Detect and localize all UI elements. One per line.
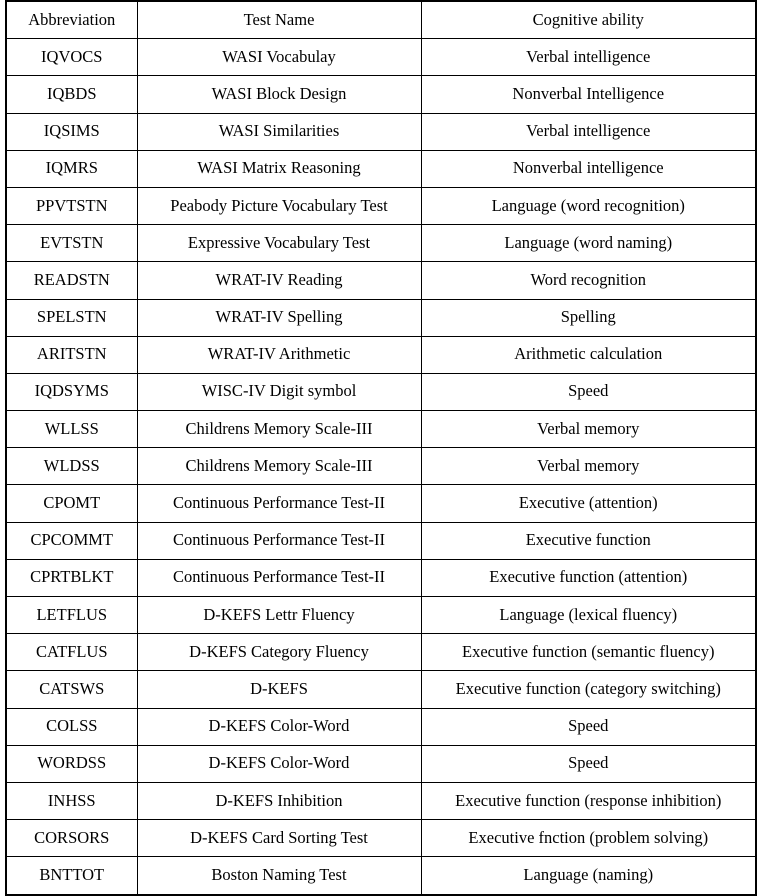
cell-test-name: Expressive Vocabulary Test [137,225,421,262]
cell-test-name: WRAT-IV Arithmetic [137,336,421,373]
table-row [6,225,756,262]
table-row [6,299,756,336]
cell-cognitive-ability: Speed [421,708,756,745]
cell-cognitive-ability: Word recognition [421,262,756,299]
cell-test-name: D-KEFS Inhibition [137,782,421,819]
cell-cognitive-ability: Executive fnction (problem solving) [421,820,756,857]
cell-cognitive-ability: Executive (attention) [421,485,756,522]
table-row [6,820,756,857]
table-row [6,634,756,671]
table-row [6,522,756,559]
cell-test-name: WISC-IV Digit symbol [137,373,421,410]
cell-abbreviation: BNTTOT [6,857,137,895]
table-row [6,857,756,895]
cell-abbreviation: CPCOMMT [6,522,137,559]
cell-cognitive-ability: Language (word recognition) [421,187,756,224]
cell-abbreviation: IQVOCS [6,39,137,76]
cell-cognitive-ability: Verbal intelligence [421,113,756,150]
table-row [6,39,756,76]
column-header-test-name: Test Name [137,1,421,39]
table-row [6,782,756,819]
table-row [6,76,756,113]
table-row [6,485,756,522]
table-row [6,559,756,596]
cell-test-name: WRAT-IV Reading [137,262,421,299]
table-body [6,39,756,895]
table-row [6,150,756,187]
cell-abbreviation: IQBDS [6,76,137,113]
cell-test-name: WASI Block Design [137,76,421,113]
cell-cognitive-ability: Nonverbal intelligence [421,150,756,187]
cell-test-name: D-KEFS Lettr Fluency [137,597,421,634]
cell-abbreviation: COLSS [6,708,137,745]
cell-abbreviation: IQMRS [6,150,137,187]
cell-cognitive-ability: Executive function (category switching) [421,671,756,708]
column-header-abbreviation: Abbreviation [6,1,137,39]
cell-test-name: Continuous Performance Test-II [137,485,421,522]
cell-test-name: D-KEFS Color-Word [137,708,421,745]
cell-cognitive-ability: Spelling [421,299,756,336]
table-row [6,745,756,782]
cell-test-name: Continuous Performance Test-II [137,522,421,559]
cell-cognitive-ability: Executive function [421,522,756,559]
table-header [6,1,756,39]
table-row [6,187,756,224]
table-row [6,411,756,448]
cell-abbreviation: IQDSYMS [6,373,137,410]
cell-abbreviation: LETFLUS [6,597,137,634]
column-header-cognitive-ability: Cognitive ability [421,1,756,39]
cell-test-name: Continuous Performance Test-II [137,559,421,596]
cell-abbreviation: READSTN [6,262,137,299]
cell-test-name: Childrens Memory Scale-III [137,411,421,448]
table-header-row [6,1,756,39]
cell-abbreviation: WLLSS [6,411,137,448]
cell-abbreviation: CATFLUS [6,634,137,671]
cell-cognitive-ability: Arithmetic calculation [421,336,756,373]
cell-test-name: D-KEFS Color-Word [137,745,421,782]
cell-cognitive-ability: Executive function (attention) [421,559,756,596]
table-row [6,373,756,410]
cell-test-name: WASI Similarities [137,113,421,150]
cell-cognitive-ability: Nonverbal Intelligence [421,76,756,113]
table-row [6,113,756,150]
table-row [6,597,756,634]
cell-cognitive-ability: Speed [421,745,756,782]
cell-abbreviation: ARITSTN [6,336,137,373]
table-row [6,336,756,373]
cell-abbreviation: WORDSS [6,745,137,782]
cell-abbreviation: WLDSS [6,448,137,485]
table-row [6,708,756,745]
cell-abbreviation: CPRTBLKT [6,559,137,596]
cell-abbreviation: SPELSTN [6,299,137,336]
cell-cognitive-ability: Verbal memory [421,411,756,448]
cell-cognitive-ability: Language (lexical fluency) [421,597,756,634]
cell-test-name: Childrens Memory Scale-III [137,448,421,485]
cell-test-name: D-KEFS Card Sorting Test [137,820,421,857]
cell-test-name: Peabody Picture Vocabulary Test [137,187,421,224]
table-row [6,262,756,299]
cell-test-name: D-KEFS Category Fluency [137,634,421,671]
cell-cognitive-ability: Speed [421,373,756,410]
cell-cognitive-ability: Verbal intelligence [421,39,756,76]
cell-cognitive-ability: Executive function (semantic fluency) [421,634,756,671]
cell-abbreviation: INHSS [6,782,137,819]
cell-cognitive-ability: Verbal memory [421,448,756,485]
cell-test-name: D-KEFS [137,671,421,708]
cell-abbreviation: CPOMT [6,485,137,522]
cell-abbreviation: CORSORS [6,820,137,857]
cell-cognitive-ability: Language (naming) [421,857,756,895]
cell-cognitive-ability: Executive function (response inhibition) [421,782,756,819]
cell-abbreviation: EVTSTN [6,225,137,262]
cell-abbreviation: CATSWS [6,671,137,708]
cell-test-name: WASI Vocabulay [137,39,421,76]
cell-abbreviation: PPVTSTN [6,187,137,224]
cell-cognitive-ability: Language (word naming) [421,225,756,262]
table-row [6,448,756,485]
table-row [6,671,756,708]
cell-test-name: WRAT-IV Spelling [137,299,421,336]
cell-abbreviation: IQSIMS [6,113,137,150]
cell-test-name: Boston Naming Test [137,857,421,895]
cell-test-name: WASI Matrix Reasoning [137,150,421,187]
cognitive-tests-table [5,0,757,896]
